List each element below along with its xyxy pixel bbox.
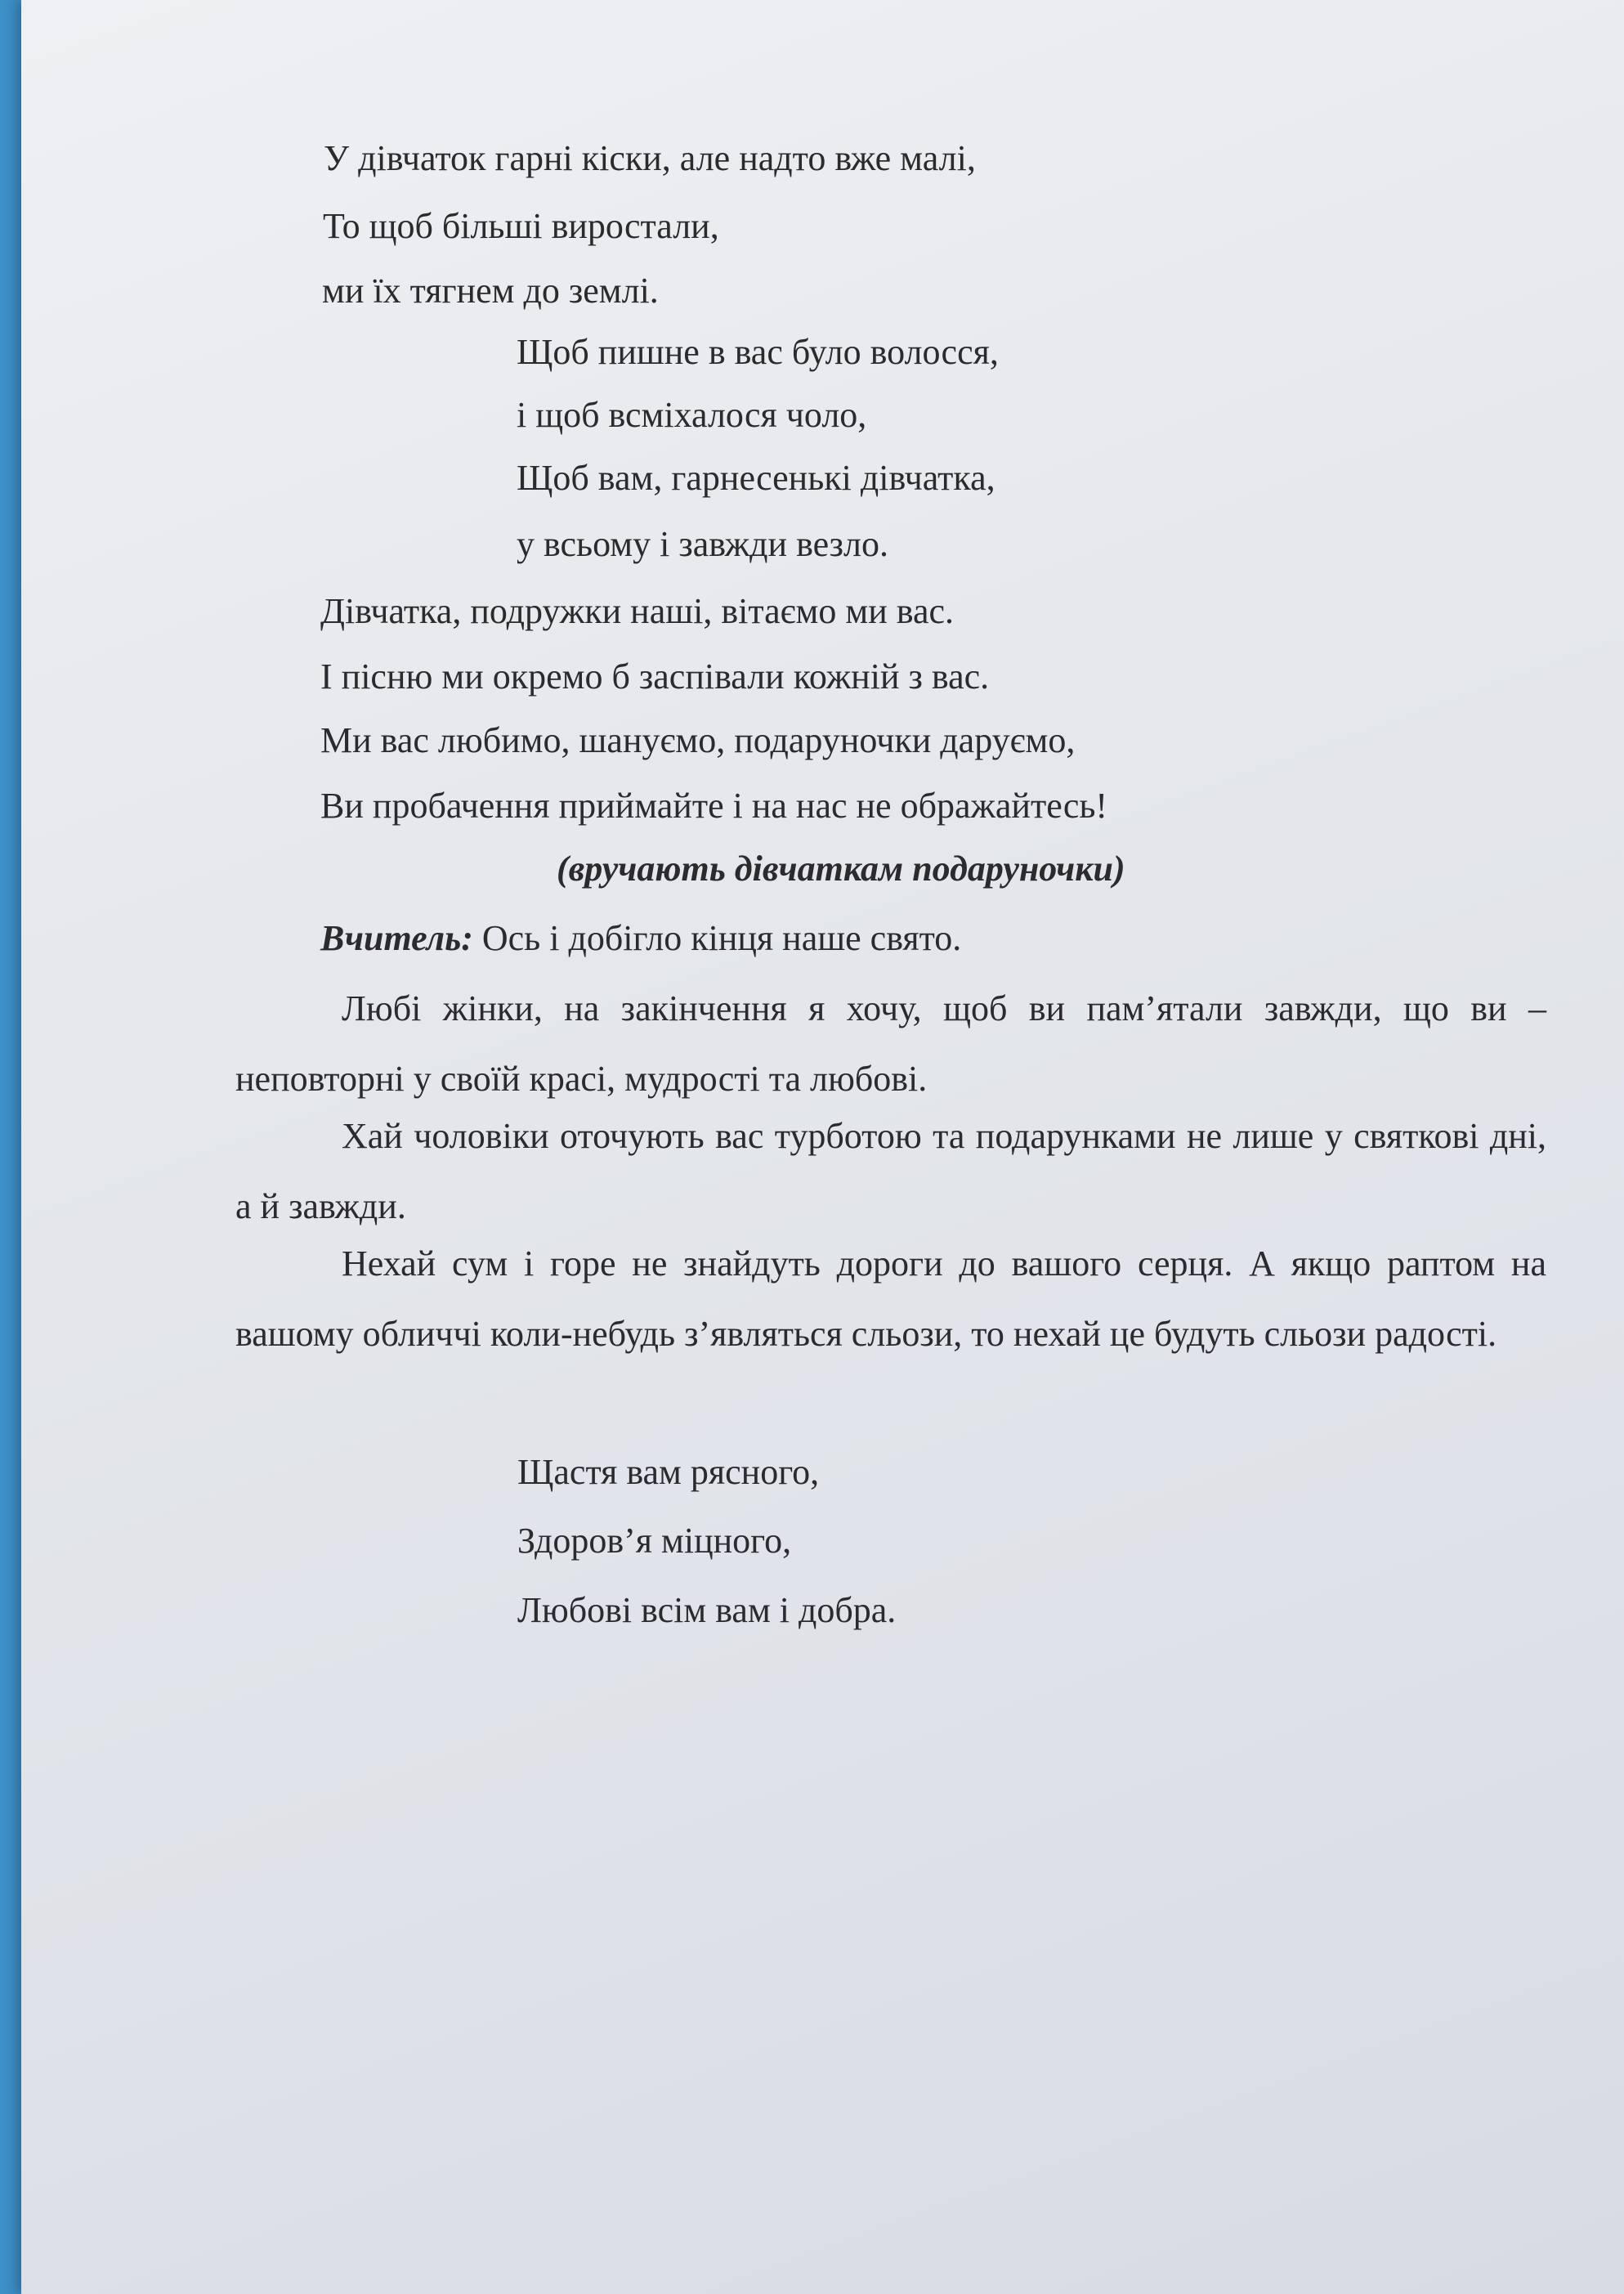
paragraph: Хай чоловіки оточують вас турботою та подарунками не лише у святкові дні, а й завжди. [235,1116,1546,1226]
verse-line: Щоб пишне в вас було волосся, [517,332,999,372]
verse-line: Ви пробачення приймайте і на нас не ображайтесь! [320,786,1108,826]
teacher-line [320,918,962,958]
closing-verse-line: Щастя вам рясного, [517,1452,820,1492]
verse-line: у всьому і завжди везло. [517,524,889,564]
verse-line: Ми вас любимо, шануємо, подаруночки даруємо, [320,720,1076,760]
paper-sheet [21,0,1624,2294]
verse-line: У дівчаток гарні кіски, але надто вже малі, [324,138,976,178]
stage-direction: (вручають дівчаткам подаруночки) [557,849,1125,889]
verse-line: І пісню ми окремо б заспівали кожній з вас. [320,656,990,697]
paragraph: Нехай сум і горе не знайдуть дороги до вашого серця. А якщо раптом на вашому обличчі коли-небудь з’являться сльози, то нехай це будуть сльози радості. [235,1243,1546,1354]
verse-line: ми їх тягнем до землі. [322,271,659,311]
teacher-text: Ось і добігло кінця наше свято. [472,918,962,958]
paragraph: Любі жінки, на закінчення я хочу, щоб ви пам’ятали завжди, що ви – неповторні у своїй красі, мудрості та любові. [235,988,1546,1099]
closing-verse-line: Любові всім вам і добра. [517,1590,897,1630]
verse-line: То щоб більші виростали, [323,206,719,246]
verse-line: і щоб всміхалося чоло, [517,395,867,435]
verse-line: Щоб вам, гарнесенькі дівчатка, [517,458,995,498]
closing-verse-line: Здоров’я міцного, [517,1521,792,1561]
verse-line: Дівчатка, подружки наші, вітаємо ми вас. [320,591,955,631]
speaker-label: Вчитель: [320,918,473,958]
